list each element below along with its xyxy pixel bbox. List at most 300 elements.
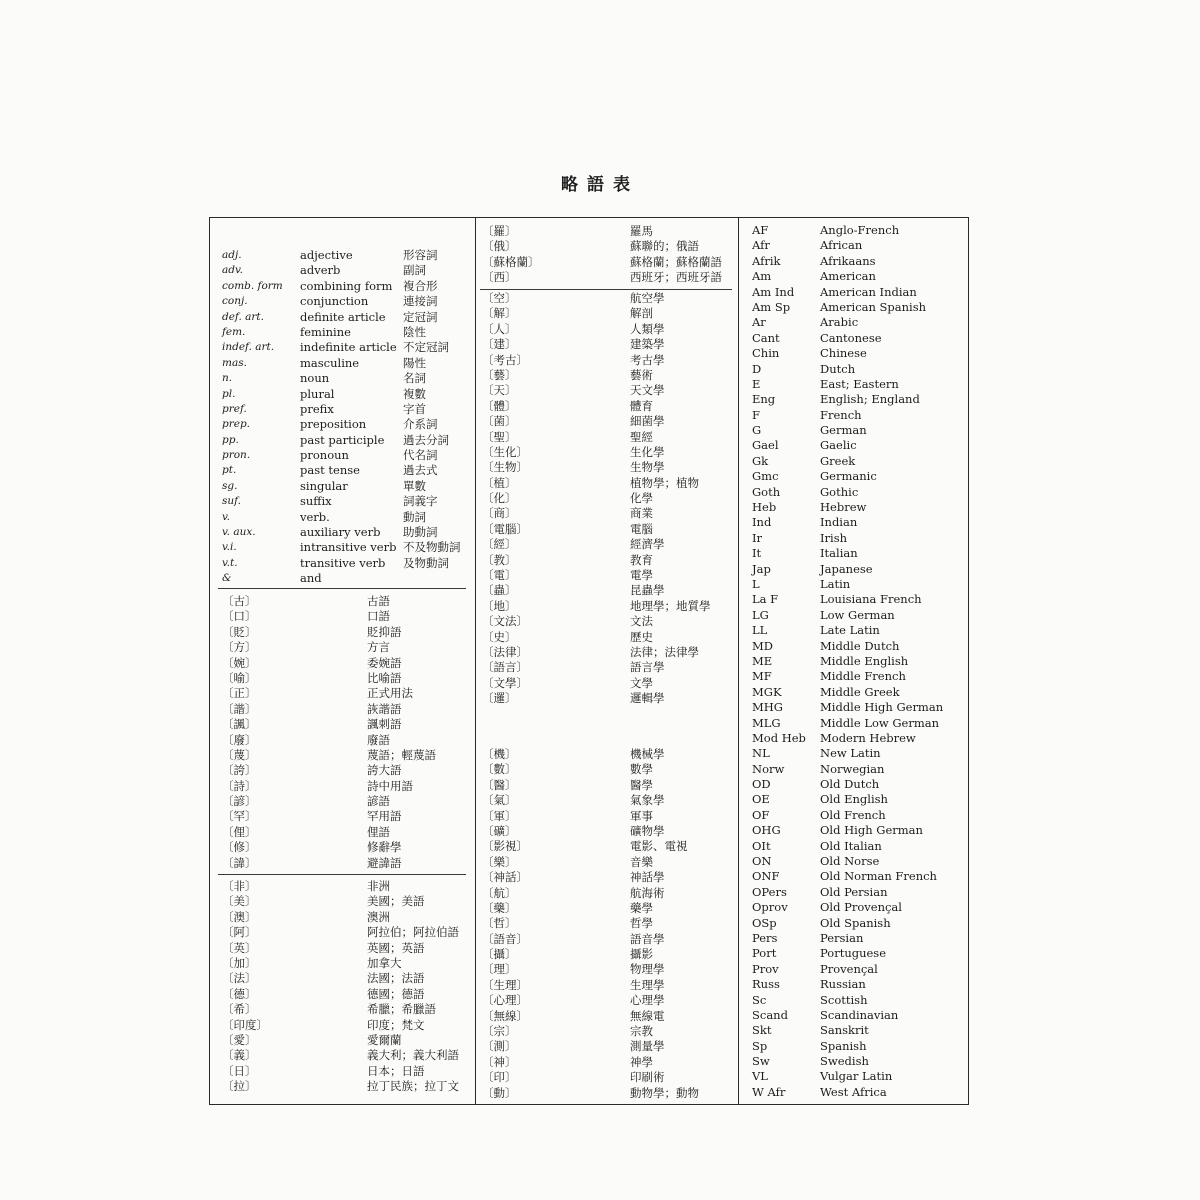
- list-item-meaning: 礦物學: [630, 823, 665, 838]
- list-item: [752, 269, 943, 284]
- list-item-name: Louisiana French: [820, 592, 922, 607]
- list-item: [752, 577, 943, 592]
- list-item: [222, 1064, 459, 1079]
- country-label-list: [482, 224, 722, 286]
- list-item-abbr: 〔商〕: [482, 506, 517, 521]
- list-item-name: Anglo-French: [820, 223, 900, 237]
- list-item-meaning: 攝影: [630, 947, 653, 962]
- list-item-chinese: 介系詞: [403, 417, 438, 432]
- list-item-english: indefinite article: [300, 340, 397, 355]
- list-item-abbr: 〔貶〕: [222, 624, 257, 639]
- list-item-abbr: 〔電〕: [482, 568, 517, 583]
- list-item: [222, 556, 461, 571]
- list-item-abbr: 〔羅〕: [482, 224, 517, 238]
- list-item: [752, 654, 943, 669]
- list-item-english: intransitive verb: [300, 540, 397, 555]
- list-item: [482, 599, 711, 614]
- list-item-abbr: 〔文法〕: [482, 614, 528, 629]
- list-item-name: Hebrew: [820, 500, 867, 515]
- list-item: [752, 977, 943, 992]
- list-item-chinese: 陽性: [403, 355, 426, 370]
- list-item: [752, 377, 943, 392]
- list-item: [482, 414, 711, 429]
- list-item: [482, 747, 699, 762]
- list-item-name: Old Provençal: [820, 900, 902, 915]
- list-item-abbr: n.: [222, 372, 233, 385]
- list-item-meaning: 文法: [630, 614, 653, 629]
- list-item-name: Norwegian: [820, 761, 885, 776]
- list-item-abbr: v.: [222, 510, 231, 523]
- list-item: [222, 340, 461, 355]
- list-item: [752, 716, 943, 731]
- list-item-name: Latin: [820, 576, 851, 591]
- list-item-name: Old Italian: [820, 838, 882, 853]
- list-item-name: Old High German: [820, 823, 923, 838]
- list-item-name: Gaelic: [820, 438, 857, 453]
- list-item: [482, 691, 711, 706]
- list-item-meaning: 語言學: [630, 660, 665, 675]
- list-item-name: Old Spanish: [820, 915, 891, 930]
- list-item-abbr: MD: [752, 638, 773, 653]
- list-item: [752, 315, 943, 330]
- list-item-chinese: 名詞: [403, 371, 426, 386]
- list-item: [752, 731, 943, 746]
- list-item: [482, 676, 711, 691]
- list-item-chinese: 動詞: [403, 509, 426, 524]
- list-item-abbr: 〔諱〕: [222, 855, 257, 870]
- list-item-name: Old Norman French: [820, 869, 937, 884]
- list-item-name: Japanese: [820, 561, 873, 576]
- list-item-abbr: 〔地〕: [482, 598, 517, 613]
- list-item-abbr: 〔考古〕: [482, 352, 528, 367]
- list-item-abbr: 〔愛〕: [222, 1032, 257, 1047]
- list-item: [482, 916, 699, 931]
- list-item-abbr: 〔航〕: [482, 885, 517, 900]
- list-item: [752, 839, 943, 854]
- list-item-abbr: 〔方〕: [222, 640, 257, 655]
- column-divider-2: [738, 217, 739, 1105]
- list-item-abbr: 〔印度〕: [222, 1017, 268, 1032]
- list-item-meaning: 澳洲: [367, 909, 390, 924]
- list-item: [752, 562, 943, 577]
- list-item-chinese: 形容詞: [403, 248, 438, 262]
- list-item-abbr: Chin: [752, 346, 780, 361]
- list-item-abbr: 〔建〕: [482, 337, 517, 352]
- list-item-abbr: OIt: [752, 838, 771, 853]
- list-item-abbr: 〔義〕: [222, 1048, 257, 1063]
- list-item-abbr: 〔諧〕: [222, 701, 257, 716]
- list-item-abbr: 〔德〕: [222, 986, 257, 1001]
- list-item-abbr: 〔拉〕: [222, 1079, 257, 1094]
- list-item: [752, 854, 943, 869]
- list-item: [482, 993, 699, 1008]
- list-item: [752, 962, 943, 977]
- list-item: [752, 685, 943, 700]
- list-item-abbr: 〔軍〕: [482, 808, 517, 823]
- list-item-name: Middle English: [820, 653, 909, 668]
- list-item-name: Sanskrit: [820, 1023, 869, 1038]
- list-item-abbr: 〔體〕: [482, 398, 517, 413]
- list-item-english: auxiliary verb: [300, 525, 381, 540]
- list-item-meaning: 俚語: [367, 824, 390, 839]
- list-item-meaning: 體育: [630, 398, 653, 413]
- list-item-meaning: 建築學: [630, 337, 665, 352]
- list-item-abbr: 〔罕〕: [222, 809, 257, 824]
- list-item-meaning: 日本；日語: [367, 1063, 425, 1078]
- list-item-chinese: 複數: [403, 386, 426, 401]
- list-item: [222, 463, 461, 478]
- list-item-abbr: Goth: [752, 484, 781, 499]
- list-item-english: noun: [300, 371, 330, 386]
- list-item-abbr: MHG: [752, 700, 783, 715]
- list-item-chinese: 連接詞: [403, 294, 438, 309]
- list-item-meaning: 植物學；植物: [630, 475, 699, 490]
- list-item: [482, 255, 722, 270]
- list-item: [222, 525, 461, 540]
- list-item: [752, 300, 943, 315]
- list-item-meaning: 氣象學: [630, 793, 665, 808]
- list-item-abbr: 〔教〕: [482, 552, 517, 567]
- list-item-abbr: mas.: [222, 356, 247, 369]
- list-item-meaning: 諺語: [367, 794, 390, 809]
- list-item-meaning: 口語: [367, 609, 390, 624]
- list-item: [482, 537, 711, 552]
- list-item-abbr: Gmc: [752, 469, 779, 484]
- list-item-meaning: 宗教: [630, 1024, 653, 1039]
- list-item-abbr: 〔誇〕: [222, 763, 257, 778]
- list-item: [222, 433, 461, 448]
- list-item-meaning: 文學: [630, 675, 653, 690]
- list-item-meaning: 動物學；動物: [630, 1085, 699, 1100]
- list-item-meaning: 邏輯學: [630, 691, 665, 706]
- list-item-abbr: 〔宗〕: [482, 1024, 517, 1039]
- list-item: [482, 962, 699, 977]
- list-item: [482, 460, 711, 475]
- list-item: [482, 809, 699, 824]
- list-item-meaning: 醫學: [630, 777, 653, 792]
- list-item-abbr: 〔英〕: [222, 940, 257, 955]
- list-item-abbr: MGK: [752, 684, 782, 699]
- list-item-abbr: 〔植〕: [482, 475, 517, 490]
- list-item-meaning: 哲學: [630, 916, 653, 931]
- list-item: [222, 686, 436, 701]
- list-item-abbr: 〔影視〕: [482, 839, 528, 854]
- list-item: [752, 408, 943, 423]
- list-item-name: Russian: [820, 977, 866, 992]
- subject-label-list-b: [482, 747, 699, 1101]
- list-item: [482, 839, 699, 854]
- list-item-name: English; England: [820, 392, 920, 407]
- list-item-meaning: 印度；梵文: [367, 1017, 425, 1032]
- list-item-meaning: 正式用法: [367, 686, 413, 701]
- list-item-meaning: 化學: [630, 491, 653, 506]
- list-item-abbr: Scand: [752, 1007, 788, 1022]
- list-item-meaning: 歷史: [630, 629, 653, 644]
- list-item-abbr: 〔神話〕: [482, 870, 528, 885]
- list-item-english: preposition: [300, 417, 367, 432]
- list-item-name: Middle French: [820, 669, 906, 684]
- list-item: [222, 479, 461, 494]
- list-item-abbr: pp.: [222, 433, 239, 446]
- list-item-abbr: 〔法〕: [222, 971, 257, 986]
- list-item-abbr: 〔日〕: [222, 1063, 257, 1078]
- list-item-meaning: 非洲: [367, 879, 390, 893]
- list-item-english: singular: [300, 478, 348, 493]
- list-item: [752, 546, 943, 561]
- list-item-abbr: OD: [752, 777, 771, 792]
- list-item-abbr: Jap: [752, 561, 771, 576]
- list-item: [482, 1070, 699, 1085]
- list-item: [482, 306, 711, 321]
- list-item-english: transitive verb: [300, 555, 386, 570]
- list-item-abbr: 〔語言〕: [482, 660, 528, 675]
- list-item: [222, 625, 436, 640]
- list-item-abbr: 〔菌〕: [482, 414, 517, 429]
- list-item: [752, 1069, 943, 1084]
- list-item-meaning: 無線電: [630, 1008, 665, 1023]
- list-item-abbr: 〔法律〕: [482, 644, 528, 659]
- list-item: [482, 855, 699, 870]
- list-item-name: Scottish: [820, 992, 868, 1007]
- list-item-abbr: suf.: [222, 495, 242, 508]
- list-item-abbr: &: [222, 572, 232, 585]
- list-item-abbr: adj.: [222, 249, 242, 261]
- list-item-name: Italian: [820, 546, 858, 561]
- list-item-abbr: 〔蟲〕: [482, 583, 517, 598]
- list-item: [222, 494, 461, 509]
- list-item-abbr: 〔語音〕: [482, 931, 528, 946]
- list-item: [222, 656, 436, 671]
- list-item-english: past tense: [300, 463, 360, 478]
- list-item: [222, 825, 436, 840]
- list-item-name: New Latin: [820, 746, 881, 761]
- list-item-abbr: OPers: [752, 884, 787, 899]
- list-item: [482, 291, 711, 306]
- list-item-name: Middle Dutch: [820, 638, 900, 653]
- list-item-abbr: LL: [752, 623, 768, 638]
- list-item-abbr: ME: [752, 653, 773, 668]
- list-item: [752, 746, 943, 761]
- list-item-meaning: 美國；美語: [367, 894, 425, 909]
- list-item: [222, 840, 436, 855]
- list-item-abbr: pref.: [222, 402, 247, 415]
- list-item-abbr: 〔古〕: [222, 594, 257, 608]
- list-item: [222, 748, 436, 763]
- list-item-abbr: Heb: [752, 500, 777, 515]
- list-item: [482, 778, 699, 793]
- list-item-abbr: 〔印〕: [482, 1070, 517, 1085]
- list-item-abbr: 〔化〕: [482, 491, 517, 506]
- list-item: [482, 1024, 699, 1039]
- list-item-meaning: 地理學；地質學: [630, 598, 711, 613]
- list-item-abbr: Prov: [752, 961, 779, 976]
- list-item-english: conjunction: [300, 294, 369, 309]
- list-item: [222, 371, 461, 386]
- list-item: [222, 702, 436, 717]
- list-item: [222, 794, 436, 809]
- list-item: [752, 592, 943, 607]
- list-item: [222, 248, 461, 263]
- list-item-abbr: pl.: [222, 387, 236, 400]
- list-item: [752, 823, 943, 838]
- list-item: [482, 522, 711, 537]
- list-item: [482, 793, 699, 808]
- list-item-meaning: 軍事: [630, 808, 653, 823]
- list-item-english: combining form: [300, 278, 393, 293]
- list-item-meaning: 西班牙；西班牙語: [630, 270, 722, 285]
- list-item: [482, 824, 699, 839]
- list-item-abbr: 〔喻〕: [222, 670, 257, 685]
- list-item-meaning: 義大利；義大利語: [367, 1048, 459, 1063]
- list-item-meaning: 修辭學: [367, 840, 402, 855]
- list-item-abbr: fem.: [222, 325, 246, 338]
- list-item-chinese: 不定冠詞: [403, 340, 449, 355]
- list-item-meaning: 電腦: [630, 521, 653, 536]
- list-item-meaning: 誇大語: [367, 763, 402, 778]
- list-item-abbr: 〔諷〕: [222, 717, 257, 732]
- list-item-english: suffix: [300, 494, 332, 509]
- list-item: [222, 925, 459, 940]
- column-divider-1: [475, 217, 476, 1105]
- list-item: [752, 500, 943, 515]
- list-item-chinese: 詞義字: [403, 494, 438, 509]
- list-item-name: Old Dutch: [820, 777, 880, 792]
- list-item-meaning: 詩中用語: [367, 778, 413, 793]
- list-item: [482, 932, 699, 947]
- list-item: [482, 1009, 699, 1024]
- list-item: [222, 971, 459, 986]
- list-item-chinese: 助動詞: [403, 525, 438, 540]
- list-item: [752, 946, 943, 961]
- list-item-english: pronoun: [300, 448, 349, 463]
- list-item-abbr: Port: [752, 946, 777, 961]
- list-item-name: American: [820, 269, 876, 284]
- list-item-abbr: Skt: [752, 1023, 772, 1038]
- list-item-name: Irish: [820, 530, 848, 545]
- list-item-abbr: 〔理〕: [482, 962, 517, 977]
- list-item: [752, 808, 943, 823]
- list-item: [222, 594, 436, 609]
- list-item-abbr: 〔天〕: [482, 383, 517, 398]
- list-item: [482, 660, 711, 675]
- list-item-name: Swedish: [820, 1054, 869, 1069]
- list-item-meaning: 拉丁民族；拉丁文: [367, 1079, 459, 1094]
- list-item-meaning: 測量學: [630, 1039, 665, 1054]
- list-item-abbr: 〔澳〕: [222, 909, 257, 924]
- list-item-abbr: Am Ind: [752, 284, 795, 299]
- list-item-abbr: W Afr: [752, 1084, 786, 1099]
- list-item-english: adverb: [300, 263, 341, 278]
- list-item-name: Middle Greek: [820, 684, 900, 699]
- list-item-chinese: 複合形: [403, 278, 438, 293]
- list-item-abbr: 〔阿〕: [222, 925, 257, 940]
- list-item-chinese: 單數: [403, 478, 426, 493]
- list-item-abbr: D: [752, 361, 762, 376]
- list-item-name: Middle Low German: [820, 715, 940, 730]
- list-item-abbr: 〔俄〕: [482, 239, 517, 254]
- list-item: [752, 993, 943, 1008]
- list-item: [222, 448, 461, 463]
- list-item-meaning: 生化學: [630, 444, 665, 459]
- list-item-abbr: Sp: [752, 1038, 768, 1053]
- list-item-name: Germanic: [820, 469, 877, 484]
- list-item-abbr: 〔礦〕: [482, 823, 517, 838]
- list-item: [222, 294, 461, 309]
- list-item-meaning: 阿拉伯；阿拉伯語: [367, 925, 459, 940]
- list-item-name: Arabic: [820, 315, 859, 330]
- list-item: [482, 353, 711, 368]
- list-item: [482, 568, 711, 583]
- list-item-abbr: 〔聖〕: [482, 429, 517, 444]
- list-item-name: Modern Hebrew: [820, 730, 916, 745]
- list-item-abbr: Oprov: [752, 900, 788, 915]
- list-item-meaning: 法律；法律學: [630, 644, 699, 659]
- list-item: [752, 1085, 943, 1100]
- list-item-abbr: def. art.: [222, 310, 264, 323]
- list-item-abbr: MLG: [752, 715, 781, 730]
- list-item: [752, 1008, 943, 1023]
- list-item-meaning: 神學: [630, 1054, 653, 1069]
- list-item-abbr: 〔希〕: [222, 1002, 257, 1017]
- list-item: [222, 671, 436, 686]
- list-item-meaning: 罕用語: [367, 809, 402, 824]
- list-item: [482, 901, 699, 916]
- list-item-meaning: 藝術: [630, 367, 653, 382]
- list-item-abbr: 〔口〕: [222, 609, 257, 624]
- list-item-meaning: 委婉語: [367, 655, 402, 670]
- list-item: [752, 331, 943, 346]
- list-item-meaning: 蘇聯的；俄語: [630, 239, 699, 254]
- list-item-meaning: 希臘；希臘語: [367, 1002, 436, 1017]
- list-item: [752, 669, 943, 684]
- list-item-english: past participle: [300, 432, 385, 447]
- list-item-meaning: 神話學: [630, 870, 665, 885]
- list-item-abbr: 〔生物〕: [482, 460, 528, 475]
- list-item-meaning: 印刷術: [630, 1070, 665, 1085]
- list-item-english: prefix: [300, 401, 334, 416]
- list-item: [482, 491, 711, 506]
- list-item: [222, 956, 459, 971]
- list-item: [752, 777, 943, 792]
- list-item: [482, 947, 699, 962]
- list-item-abbr: ONF: [752, 869, 780, 884]
- list-item-name: East; Eastern: [820, 376, 899, 391]
- list-item: [482, 614, 711, 629]
- list-item: [752, 762, 943, 777]
- list-item-meaning: 廢語: [367, 732, 390, 747]
- region-label-list: [222, 879, 459, 1094]
- list-item-abbr: F: [752, 407, 760, 422]
- list-item-abbr: Eng: [752, 392, 776, 407]
- list-item-abbr: 〔解〕: [482, 306, 517, 321]
- list-item: [222, 1079, 459, 1094]
- list-item-name: American Indian: [820, 284, 917, 299]
- list-item-name: Indian: [820, 515, 858, 530]
- list-item-abbr: LG: [752, 607, 769, 622]
- list-item-meaning: 人類學: [630, 321, 665, 336]
- list-item-abbr: 〔美〕: [222, 894, 257, 909]
- list-item: [482, 399, 711, 414]
- list-item: [222, 279, 461, 294]
- list-item-meaning: 聖經: [630, 429, 653, 444]
- list-item-abbr: Mod Heb: [752, 730, 806, 745]
- list-item-meaning: 生物學: [630, 460, 665, 475]
- list-item-name: Persian: [820, 930, 864, 945]
- list-item: [752, 1039, 943, 1054]
- list-item-abbr: Ir: [752, 530, 763, 545]
- list-item: [222, 941, 459, 956]
- list-item-abbr: 〔婉〕: [222, 655, 257, 670]
